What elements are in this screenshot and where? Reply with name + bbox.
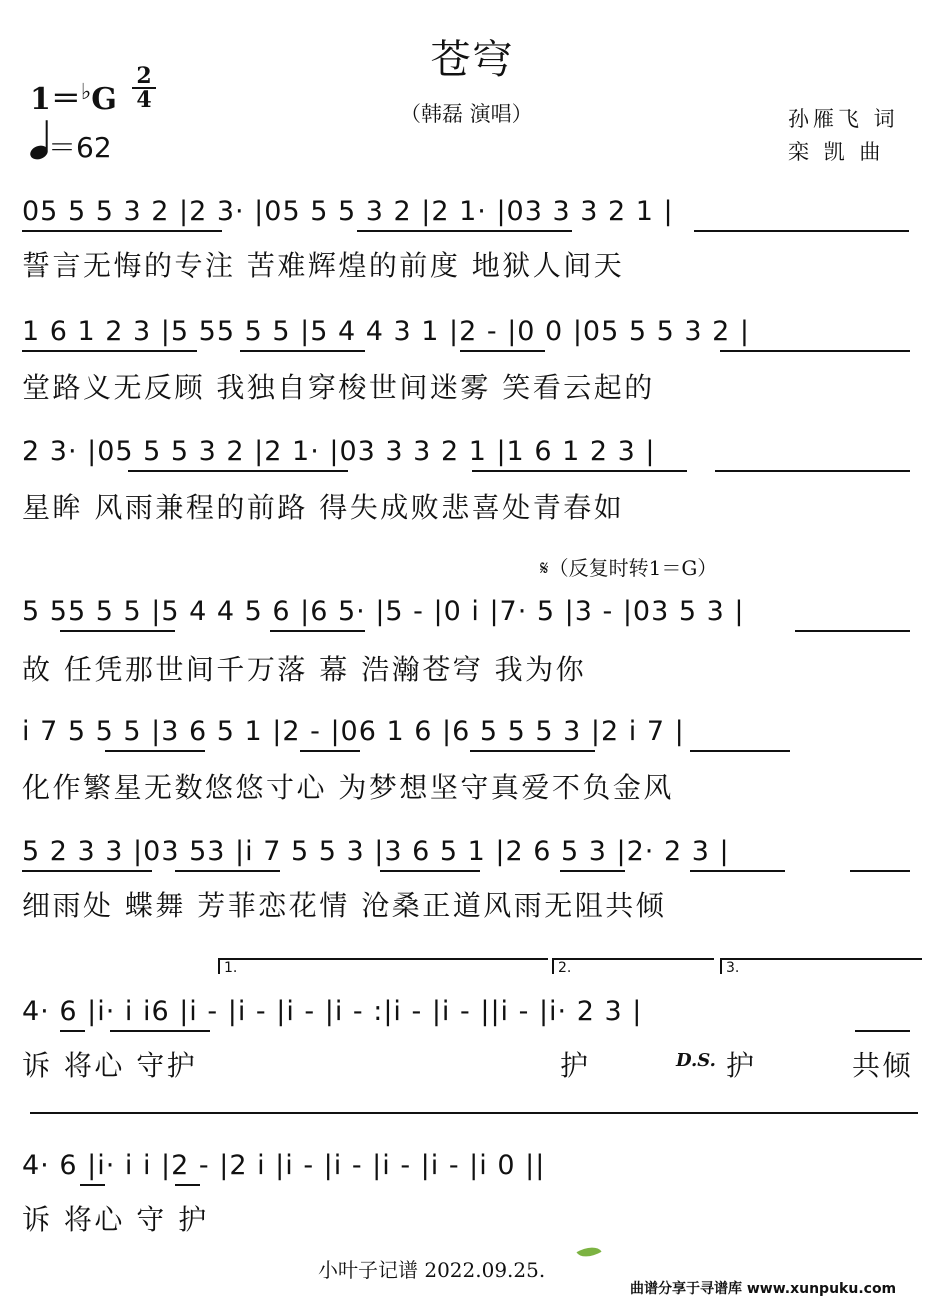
notation-line-1: 05 5 5 3 2 |2 3· |05 5 5 3 2 |2 1· |03 3 3 2 1 | [22, 196, 674, 227]
lyrics-line-7: 诉 将心 守护 [22, 1049, 198, 1082]
tempo-marking [30, 126, 112, 166]
notation-line-2: 1 6 1 2 3 |5 55 5 5 |5 4 4 3 1 |2 - |0 0 |05 5 5 3 2 | [22, 316, 750, 347]
volta-3: 3. [720, 958, 922, 974]
volta-2: 2. [552, 958, 714, 974]
song-title: 苍穹 [430, 37, 515, 83]
composer-credit: 栾 凯 曲 [788, 140, 885, 164]
key-signature [30, 74, 117, 118]
notation-line-7: 4· 6 |i· i i6 |i - |i - |i - |i - :|i - |i - ||i - |i· 2 3 | [22, 996, 643, 1027]
underline [690, 870, 785, 872]
underline [60, 630, 175, 632]
notation-line-8: 4· 6 |i· i i |2 - |2 i |i - |i - |i - |i - |i 0 || [22, 1150, 546, 1181]
underline [380, 870, 480, 872]
notation-line-3: 2 3· |05 5 5 3 2 |2 1· |03 3 3 2 1 |1 6 1 2 3 | [22, 436, 656, 467]
underline [850, 870, 910, 872]
underline [270, 630, 365, 632]
performer-subtitle: （韩磊 演唱） [400, 102, 533, 126]
underline [690, 750, 790, 752]
time-numerator: 2 [136, 63, 152, 89]
lyricist-credit: 孙雁飞 词 [788, 107, 899, 131]
time-denominator: 4 [136, 87, 152, 113]
underline [472, 470, 687, 472]
tempo-value: ＝62 [48, 131, 112, 164]
time-signature [132, 63, 156, 113]
underline [560, 870, 625, 872]
notation-line-4: 5 55 5 5 |5 4 4 5 6 |6 5· |5 - |0 i |7· 5 |3 - |03 5 3 | [22, 596, 745, 627]
key-note: G [91, 82, 117, 117]
lyrics-line-8: 诉 将心 守 护 [22, 1203, 209, 1236]
underline [694, 230, 909, 232]
underline [175, 870, 280, 872]
underline [22, 350, 197, 352]
underline [240, 350, 365, 352]
underline [357, 230, 572, 232]
underline [460, 350, 545, 352]
underline [110, 1030, 210, 1032]
flat-symbol: ♭ [80, 80, 92, 105]
lyrics-line-4: 故 任凭那世间千万落 幕 浩瀚苍穹 我为你 [22, 653, 587, 686]
notation-line-5: i 7 5 5 5 |3 6 5 1 |2 - |06 1 6 |6 5 5 5 3 |2 i 7 | [22, 716, 685, 747]
segno-note: 𝄋（反复时转1＝G） [540, 556, 718, 580]
lyrics-line-5: 化作繁星无数悠悠寸心 为梦想坚守真爱不负金风 [22, 771, 674, 804]
transcriber-signature: 小叶子记谱 2022.09.25. [318, 1258, 546, 1282]
notation-line-6: 5 2 3 3 |03 53 |i 7 5 5 3 |3 6 5 1 |2 6 5 3 |2· 2 3 | [22, 836, 730, 867]
underline [300, 750, 360, 752]
underline [128, 470, 348, 472]
underline [795, 630, 910, 632]
underline [715, 470, 910, 472]
underline [470, 750, 595, 752]
dal-segno-mark: D.S. [676, 1050, 716, 1071]
underline [855, 1030, 910, 1032]
underline [22, 230, 222, 232]
volta-1: 1. [218, 958, 548, 974]
system-bracket [30, 1112, 918, 1114]
underline [60, 1030, 85, 1032]
key-label: 1＝ [30, 82, 81, 117]
leaf-icon [576, 1241, 601, 1262]
lyrics-line-1: 誓言无悔的专注 苦难辉煌的前度 地狱人间天 [22, 249, 625, 282]
lyric-hu-2: 护 [726, 1049, 757, 1082]
source-website: 曲谱分享于寻谱库 www.xunpuku.com [630, 1281, 897, 1297]
lyric-hu-1: 护 [560, 1049, 591, 1082]
underline [80, 1184, 105, 1186]
lyrics-line-3: 星眸 风雨兼程的前路 得失成败悲喜处青春如 [22, 491, 625, 524]
underline [22, 870, 152, 872]
lyrics-line-6: 细雨处 蝶舞 芳菲恋花情 沧桑正道风雨无阻共倾 [22, 889, 667, 922]
underline [175, 1184, 200, 1186]
underline [105, 750, 205, 752]
quarter-note-icon [28, 143, 49, 161]
lyrics-line-2: 堂路义无反顾 我独自穿梭世间迷雾 笑看云起的 [22, 371, 655, 404]
lyric-gongqing: 共倾 [852, 1049, 914, 1082]
underline [720, 350, 910, 352]
